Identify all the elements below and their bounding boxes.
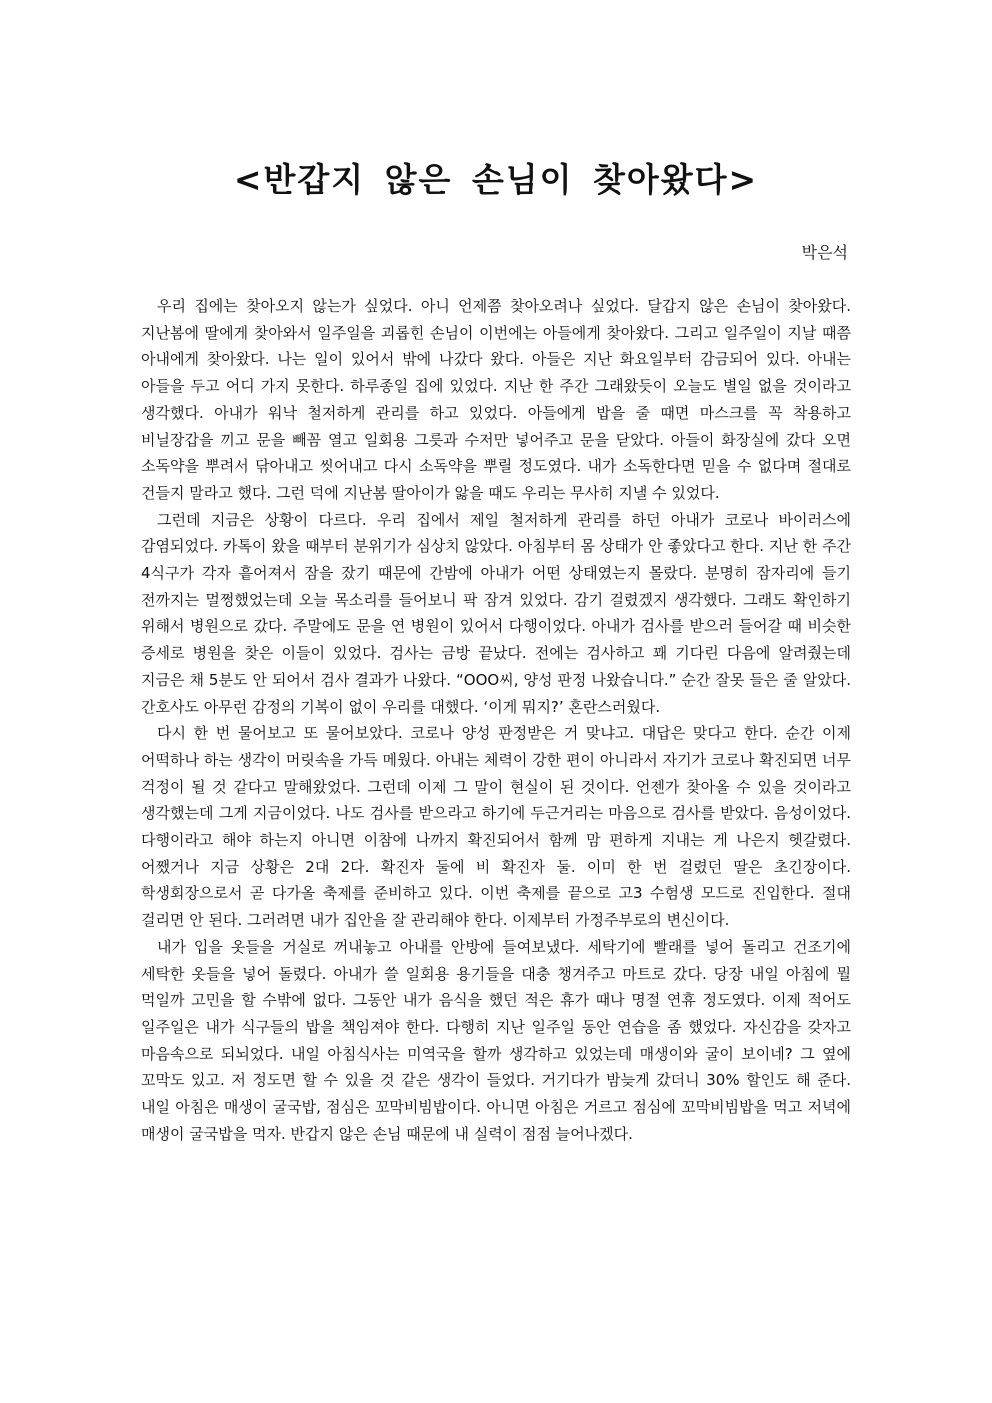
paragraph: 우리 집에는 찾아오지 않는가 싶었다. 아니 언제쯤 찾아오려나 싶었다. 달갑지 않은 손님이 찾아왔다. 지난봄에 딸에게 찾아와서 일주일을 괴롭힌 손님이 이번에는 아들에게 찾아왔다. 그리고 일주일이 지날 때쯤 아내에게 찾아왔다. 나는 일이 있어서 밖에 나갔다 왔다. 아들은 지난 화요일부터 감금되어 있다. 아내는 아들을 두고 어디 가지 못한다. 하루종일 집에 있었다. 지난 한 주간 그래왔듯이 오늘도 별일 없을 것이라고 생각했다. 아내가 워낙 철저하게 관리를 하고 있었다. 아들에게 밥을 줄 때면 마스크를 꼭 착용하고 비닐장갑을 끼고 문을 빼꼼 열고 일회용 그릇과 수저만 넣어주고 문을 닫았다. 아들이 화장실에 갔다 오면 소독약을 뿌려서 닦아내고 씻어내고 다시 소독약을 뿌릴 정도였다. 내가 소독한다면 믿을 수 없다며 절대로 건들지 말라고 했다. 그런 덕에 지난봄 딸아이가 앓을 때도 우리는 무사히 지낼 수 있었다. (141, 297, 851, 502)
author-name: 박은석 (801, 243, 848, 262)
document-body (141, 293, 851, 1148)
paragraph: 그런데 지금은 상황이 다르다. 우리 집에서 제일 철저하게 관리를 하던 아내가 코로나 바이러스에 감염되었다. 카톡이 왔을 때부터 분위기가 심상치 않았다. 아침부터 몸 상태가 안 좋았다고 한다. 지난 한 주간 4식구가 각자 흩어져서 잠을 잤기 때문에 간밤에 아내가 어떤 상태였는지 몰랐다. 분명히 잠자리에 들기 전까지는 멀쩡했었는데 오늘 목소리를 들어보니 팍 잠겨 있었다. 감기 걸렸겠지 생각했다. 그래도 확인하기 위해서 병원으로 갔다. 주말에도 문을 연 병원이 있어서 다행이었다. 아내가 검사를 받으러 들어갈 때 비슷한 증세로 병원을 찾은 이들이 있었다. 검사는 금방 끝났다. 전에는 검사하고 꽤 기다린 다음에 알려줬는데 지금은 채 5분도 안 되어서 검사 결과가 나왔다. “OOO씨, 양성 판정 나왔습니다.” 순간 잘못 들은 줄 알았다. 간호사도 아무런 감정의 기복이 없이 우리를 대했다. ‘이게 뭐지?’ 혼란스러웠다. (141, 510, 851, 716)
paragraph: 내가 입을 옷들을 거실로 꺼내놓고 아내를 안방에 들여보냈다. 세탁기에 빨래를 넣어 돌리고 건조기에 세탁한 옷들을 넣어 돌렸다. 아내가 쓸 일회용 용기들을 대충 챙겨주고 마트로 갔다. 당장 내일 아침에 뭘 먹일까 고민을 할 수밖에 없다. 그동안 내가 음식을 했던 적은 휴가 때나 명절 연휴 정도였다. 이제 적어도 일주일은 내가 식구들의 밥을 책임져야 한다. 다행히 지난 일주일 동안 연습을 좀 했었다. 자신감을 갖자고 마음속으로 되뇌었다. 내일 아침식사는 미역국을 할까 생각하고 있었는데 매생이와 굴이 보이네? 그 옆에 꼬막도 있고. 저 정도면 할 수 있을 것 같은 생각이 들었다. 거기다가 밤늦게 갔더니 30% 할인도 해 준다. 내일 아침은 매생이 굴국밥, 점심은 꼬막비빔밥이다. 아니면 아침은 거르고 점심에 꼬막비빔밥을 먹고 저녁에 매생이 굴국밥을 먹자. 반갑지 않은 손님 때문에 내 실력이 점점 늘어나겠다. (141, 937, 851, 1143)
paragraph: 다시 한 번 물어보고 또 물어보았다. 코로나 양성 판정받은 거 맞냐고. 대답은 맞다고 한다. 순간 이제 어떡하나 하는 생각이 머릿속을 가득 메웠다. 아내는 체력이 강한 편이 아니라서 자기가 코로나 확진되면 너무 걱정이 될 것 같다고 말해왔었다. 그런데 이제 그 말이 현실이 된 것이다. 언젠가 찾아올 수 있을 것이라고 생각했는데 그게 지금이었다. 나도 검사를 받으라고 하기에 두근거리는 마음으로 검사를 받았다. 음성이었다. 다행이라고 해야 하는지 아니면 이참에 나까지 확진되어서 함께 맘 편하게 지내는 게 나은지 헷갈렸다. 어쨌거나 지금 상황은 2대 2다. 확진자 둘에 비 확진자 둘. 이미 한 번 걸렸던 딸은 초긴장이다. 학생회장으로서 곧 다가올 축제를 준비하고 있다. 이번 축제를 끝으로 고3 수험생 모드로 진입한다. 절대 걸리면 안 된다. 그러려면 내가 집안을 잘 관리해야 한다. 이제부터 가정주부로의 변신이다. (141, 724, 851, 930)
document-title: <반갑지 않은 손님이 찾아왔다> (233, 160, 759, 199)
